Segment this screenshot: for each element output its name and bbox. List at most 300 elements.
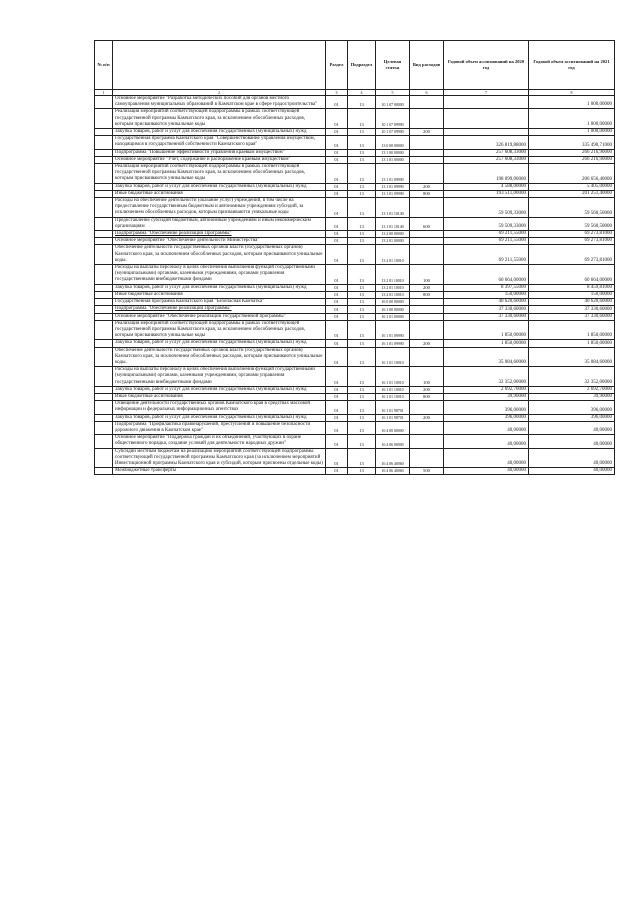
row-expense-type-cell: 200 xyxy=(410,414,444,421)
row-target-article-cell: 13 2 01 10010 xyxy=(376,284,410,291)
row-volume-2020-cell: 32 352,00000 xyxy=(444,367,529,387)
row-volume-2021-cell: 150,00000 xyxy=(529,291,615,298)
row-podrazdel-cell: 13 xyxy=(348,291,376,298)
row-target-article-cell: 13 1 01 10140 xyxy=(376,198,410,218)
row-target-article-cell: 16 4 06 40060 xyxy=(376,468,410,475)
row-expense-type-cell xyxy=(410,401,444,414)
table-row xyxy=(95,238,615,245)
row-podrazdel-cell: 13 xyxy=(348,367,376,387)
row-target-article-cell: 16 1 00 00000 xyxy=(376,306,410,313)
row-expense-type-cell xyxy=(410,313,444,320)
row-podrazdel-cell: 13 xyxy=(348,238,376,245)
budget-table xyxy=(94,40,615,475)
row-razdel-cell: 01 xyxy=(326,265,348,285)
row-expense-type-cell: 200 xyxy=(410,340,444,347)
row-volume-2021-cell: 335 490,71000 xyxy=(529,136,615,149)
row-name-cell: Закупка товаров, работ и услуг для обеспечения государственных (муниципальных) нужд xyxy=(113,284,326,291)
row-target-article-cell: 16 4 00 00000 xyxy=(376,421,410,434)
row-expense-type-cell: 600 xyxy=(410,217,444,230)
row-podrazdel-cell: 13 xyxy=(348,136,376,149)
row-name-cell: Иные бюджетные ассигнования xyxy=(113,393,326,400)
table-row xyxy=(95,190,615,197)
row-podrazdel-cell: 13 xyxy=(348,421,376,434)
row-name-cell: Межбюджетные трансферты xyxy=(113,468,326,475)
table-row xyxy=(95,164,615,184)
row-name-cell: Подпрограмма "Профилактика правонарушений, преступлений и повышение безопасности дорожного движения в Камчатском крае" xyxy=(113,421,326,434)
row-razdel-cell: 01 xyxy=(326,245,348,265)
row-podrazdel-cell: 13 xyxy=(348,198,376,218)
row-num-cell xyxy=(95,367,113,387)
row-num-cell xyxy=(95,435,113,448)
row-target-article-cell: 13 2 01 00000 xyxy=(376,238,410,245)
row-volume-2020-cell xyxy=(444,109,529,129)
row-volume-2020-cell: 326 819,88000 xyxy=(444,136,529,149)
header-volume-2020: Годовой объем ассигнований на 2020 год xyxy=(444,41,529,90)
row-podrazdel-cell: 13 xyxy=(348,299,376,306)
row-target-article-cell: 13 2 01 10010 xyxy=(376,245,410,265)
row-name-cell: Закупка товаров, работ и услуг для обеспечения государственных (муниципальных) нужд xyxy=(113,183,326,190)
row-volume-2020-cell: 8 397,55000 xyxy=(444,284,529,291)
row-expense-type-cell xyxy=(410,164,444,184)
row-name-cell: Основное мероприятие "Учет, содержание и распоряжение краевым имуществом" xyxy=(113,156,326,163)
row-volume-2020-cell: 257 608,33000 xyxy=(444,149,529,156)
row-name-cell: Основное мероприятие "Обеспечение реализации государственной программы" xyxy=(113,313,326,320)
row-expense-type-cell: 800 xyxy=(410,190,444,197)
row-num-cell xyxy=(95,164,113,184)
row-volume-2021-cell: 40,00000 xyxy=(529,435,615,448)
header-volume-2021: Годовой объем ассигнований на 2021 год xyxy=(529,41,615,90)
row-expense-type-cell: 200 xyxy=(410,284,444,291)
row-volume-2021-cell: 1 000,00000 xyxy=(529,109,615,129)
row-volume-2021-cell: 40,00000 xyxy=(529,468,615,475)
row-razdel-cell: 01 xyxy=(326,238,348,245)
row-volume-2020-cell: 40,00000 xyxy=(444,468,529,475)
column-number: 7 xyxy=(444,90,529,96)
row-expense-type-cell xyxy=(410,156,444,163)
column-number: 4 xyxy=(348,90,376,96)
table-row xyxy=(95,347,615,367)
row-expense-type-cell: 200 xyxy=(410,183,444,190)
table-row xyxy=(95,313,615,320)
row-name-cell: Реализация мероприятий соответствующей подпрограммы в рамках соответствующей государственной программы Камчатского края, за исключением обособленных расходов, которым присваиваются уникальные коды xyxy=(113,164,326,184)
row-expense-type-cell xyxy=(410,198,444,218)
table-row xyxy=(95,136,615,149)
row-volume-2021-cell: 59 560,50000 xyxy=(529,217,615,230)
row-expense-type-cell xyxy=(410,96,444,109)
header-podrazdel: Подраздел xyxy=(348,41,376,90)
row-volume-2021-cell: 5 405,00000 xyxy=(529,183,615,190)
row-podrazdel-cell: 13 xyxy=(348,414,376,421)
row-name-cell: Реализация мероприятий соответствующей подпрограммы в рамках соответствующей государственной программы Камчатского края, за исключением обособленных расходов, которым присваиваются уникальные коды xyxy=(113,109,326,129)
table-row xyxy=(95,231,615,238)
row-target-article-cell: 10 1 07 00000 xyxy=(376,96,410,109)
row-num-cell xyxy=(95,401,113,414)
row-target-article-cell: 13 1 01 10140 xyxy=(376,217,410,230)
row-expense-type-cell xyxy=(410,320,444,340)
header-name xyxy=(113,41,326,90)
column-number: 6 xyxy=(410,90,444,96)
row-razdel-cell: 01 xyxy=(326,386,348,393)
column-number: 1 xyxy=(95,90,113,96)
row-name-cell: Расходы на выплаты персоналу в целях обеспечения выполнения функций государственными (муниципальными) органами, казенными учреждениями, органами управления государственными внебюджетными фондами xyxy=(113,367,326,387)
row-expense-type-cell: 200 xyxy=(410,386,444,393)
row-num-cell xyxy=(95,291,113,298)
row-volume-2021-cell: 39,90000 xyxy=(529,393,615,400)
row-expense-type-cell xyxy=(410,421,444,434)
row-razdel-cell: 01 xyxy=(326,367,348,387)
row-expense-type-cell xyxy=(410,149,444,156)
row-num-cell xyxy=(95,156,113,163)
row-volume-2021-cell: 1 850,00000 xyxy=(529,320,615,340)
row-podrazdel-cell: 13 xyxy=(348,340,376,347)
row-num-cell xyxy=(95,136,113,149)
table-row xyxy=(95,109,615,129)
row-target-article-cell: 13 1 01 09990 xyxy=(376,183,410,190)
row-name-cell: Обеспечение деятельности государственных органов власти (государственных органов) Камчатского края, за исключением обособленных расходов, которым присваиваются уникальные коды. xyxy=(113,245,326,265)
row-volume-2021-cell: 206 656,40000 xyxy=(529,164,615,184)
column-number: 5 xyxy=(376,90,410,96)
row-expense-type-cell xyxy=(410,231,444,238)
row-target-article-cell: 16 1 01 10010 xyxy=(376,386,410,393)
row-volume-2021-cell: 1 000,00000 xyxy=(529,129,615,136)
table-row xyxy=(95,245,615,265)
row-expense-type-cell xyxy=(410,448,444,468)
row-volume-2020-cell: 37 330,60000 xyxy=(444,313,529,320)
row-expense-type-cell xyxy=(410,435,444,448)
row-volume-2020-cell: 1 850,00000 xyxy=(444,340,529,347)
row-target-article-cell: 16 1 01 09990 xyxy=(376,340,410,347)
row-volume-2021-cell: 40 620,60000 xyxy=(529,299,615,306)
row-volume-2020-cell: 198 099,00000 xyxy=(444,164,529,184)
row-razdel-cell: 01 xyxy=(326,299,348,306)
row-volume-2021-cell: 40,00000 xyxy=(529,448,615,468)
row-volume-2020-cell: 69 211,55000 xyxy=(444,238,529,245)
table-row xyxy=(95,265,615,285)
row-volume-2020-cell xyxy=(444,96,529,109)
row-volume-2021-cell: 266 216,90000 xyxy=(529,156,615,163)
row-razdel-cell: 01 xyxy=(326,414,348,421)
row-name-cell: Подпрограмма "Обеспечение реализации Программы" xyxy=(113,231,326,238)
row-volume-2021-cell: 1 850,00000 xyxy=(529,340,615,347)
table-row xyxy=(95,291,615,298)
row-podrazdel-cell: 13 xyxy=(348,164,376,184)
row-target-article-cell: 16 1 01 98701 xyxy=(376,414,410,421)
row-razdel-cell: 01 xyxy=(326,347,348,367)
row-volume-2021-cell: 60 664,00000 xyxy=(529,265,615,285)
table-row xyxy=(95,393,615,400)
row-volume-2021-cell: 1 000,00000 xyxy=(529,96,615,109)
row-volume-2020-cell: 35 084,60000 xyxy=(444,347,529,367)
row-podrazdel-cell: 13 xyxy=(348,448,376,468)
table-row xyxy=(95,96,615,109)
row-name-cell: Реализация мероприятий соответствующей подпрограммы в рамках соответствующей государственной программы Камчатского края, за исключением обособленных расходов, которым присваиваются уникальные коды xyxy=(113,320,326,340)
row-razdel-cell: 01 xyxy=(326,393,348,400)
row-razdel-cell: 01 xyxy=(326,421,348,434)
row-num-cell xyxy=(95,299,113,306)
row-razdel-cell: 01 xyxy=(326,183,348,190)
row-num-cell xyxy=(95,183,113,190)
row-target-article-cell: 16 1 01 10010 xyxy=(376,393,410,400)
table-row xyxy=(95,284,615,291)
row-razdel-cell: 01 xyxy=(326,340,348,347)
row-volume-2021-cell: 201 251,40000 xyxy=(529,190,615,197)
row-target-article-cell: 16 4 06 00000 xyxy=(376,435,410,448)
row-target-article-cell: 13 1 01 09990 xyxy=(376,190,410,197)
row-razdel-cell: 01 xyxy=(326,231,348,238)
table-row xyxy=(95,421,615,434)
row-podrazdel-cell: 13 xyxy=(348,393,376,400)
table-row xyxy=(95,217,615,230)
row-podrazdel-cell: 13 xyxy=(348,96,376,109)
row-num-cell xyxy=(95,238,113,245)
row-podrazdel-cell: 13 xyxy=(348,386,376,393)
row-name-cell: Закупка товаров, работ и услуг для обеспечения государственных (муниципальных) нужд xyxy=(113,414,326,421)
row-target-article-cell: 10 1 07 09990 xyxy=(376,129,410,136)
table-row xyxy=(95,149,615,156)
row-name-cell: Государственная программа Камчатского края "Безопасная Камчатка" xyxy=(113,299,326,306)
row-volume-2021-cell: 35 084,60000 xyxy=(529,347,615,367)
row-podrazdel-cell: 13 xyxy=(348,313,376,320)
row-podrazdel-cell: 13 xyxy=(348,129,376,136)
row-razdel-cell: 01 xyxy=(326,313,348,320)
row-volume-2020-cell: 150,00000 xyxy=(444,291,529,298)
row-razdel-cell: 01 xyxy=(326,109,348,129)
header-target-article: Целевая статья xyxy=(376,41,410,90)
header-expense-type: Вид расходов xyxy=(410,41,444,90)
row-num-cell xyxy=(95,421,113,434)
row-name-cell: Иные бюджетные ассигнования xyxy=(113,291,326,298)
row-num-cell xyxy=(95,340,113,347)
row-num-cell xyxy=(95,190,113,197)
row-name-cell: Основное мероприятие "Поддержка граждан и их объединений, участвующих в охране общественного порядка, создание условий для деятельности народных дружин" xyxy=(113,435,326,448)
row-podrazdel-cell: 13 xyxy=(348,183,376,190)
row-volume-2020-cell: 69 211,55000 xyxy=(444,231,529,238)
row-target-article-cell: 16 1 01 98701 xyxy=(376,401,410,414)
row-volume-2021-cell: 266 216,90000 xyxy=(529,149,615,156)
row-expense-type-cell xyxy=(410,299,444,306)
row-podrazdel-cell: 13 xyxy=(348,245,376,265)
row-volume-2020-cell: 40 620,60000 xyxy=(444,299,529,306)
row-target-article-cell: 16 1 01 00000 xyxy=(376,313,410,320)
row-razdel-cell: 01 xyxy=(326,96,348,109)
row-name-cell: Субсидии местным бюджетам на реализацию мероприятий соответствующей подпрограммы соответствующей государственной программы Камчатского края (за исключением мероприятий Инвестиционной программы Камчатского края и субсидий, которым присвоены отдельные коды) xyxy=(113,448,326,468)
row-volume-2020-cell: 193 511,00000 xyxy=(444,190,529,197)
row-expense-type-cell xyxy=(410,245,444,265)
row-razdel-cell: 01 xyxy=(326,320,348,340)
row-num-cell xyxy=(95,386,113,393)
row-volume-2020-cell: 37 330,60000 xyxy=(444,306,529,313)
table-row xyxy=(95,129,615,136)
table-row xyxy=(95,468,615,475)
table-row xyxy=(95,448,615,468)
row-podrazdel-cell: 13 xyxy=(348,217,376,230)
row-num-cell xyxy=(95,265,113,285)
header-razdel: Раздел xyxy=(326,41,348,90)
row-expense-type-cell: 500 xyxy=(410,468,444,475)
row-expense-type-cell xyxy=(410,109,444,129)
row-volume-2021-cell: 59 560,50000 xyxy=(529,198,615,218)
row-num-cell xyxy=(95,149,113,156)
column-number: 3 xyxy=(326,90,348,96)
row-razdel-cell: 01 xyxy=(326,468,348,475)
row-volume-2020-cell: 1 850,00000 xyxy=(444,320,529,340)
row-name-cell: Закупка товаров, работ и услуг для обеспечения государственных (муниципальных) нужд xyxy=(113,340,326,347)
row-name-cell: Закупка товаров, работ и услуг для обеспечения государственных (муниципальных) нужд xyxy=(113,386,326,393)
row-podrazdel-cell: 13 xyxy=(348,190,376,197)
row-num-cell xyxy=(95,347,113,367)
row-volume-2020-cell: 257 608,33000 xyxy=(444,156,529,163)
table-row xyxy=(95,435,615,448)
row-num-cell xyxy=(95,414,113,421)
row-volume-2020-cell: 59 509,33000 xyxy=(444,217,529,230)
row-name-cell: Подпрограмма "Обеспечение реализации Программы" xyxy=(113,306,326,313)
row-razdel-cell: 01 xyxy=(326,217,348,230)
row-razdel-cell: 01 xyxy=(326,284,348,291)
row-target-article-cell: 13 2 01 10010 xyxy=(376,265,410,285)
row-target-article-cell: 10 1 07 09990 xyxy=(376,109,410,129)
row-num-cell xyxy=(95,284,113,291)
row-num-cell xyxy=(95,217,113,230)
row-volume-2020-cell: 2 692,70000 xyxy=(444,386,529,393)
row-razdel-cell: 01 xyxy=(326,190,348,197)
row-num-cell xyxy=(95,320,113,340)
row-volume-2021-cell: 40,00000 xyxy=(529,421,615,434)
row-podrazdel-cell: 13 xyxy=(348,306,376,313)
row-target-article-cell: 16 1 01 10010 xyxy=(376,347,410,367)
row-expense-type-cell xyxy=(410,347,444,367)
row-podrazdel-cell: 13 xyxy=(348,347,376,367)
row-num-cell xyxy=(95,245,113,265)
table-header-row xyxy=(95,41,615,90)
column-number: 2 xyxy=(113,90,326,96)
row-expense-type-cell: 800 xyxy=(410,291,444,298)
row-volume-2020-cell: 396,00000 xyxy=(444,414,529,421)
row-target-article-cell: 16 1 01 10010 xyxy=(376,367,410,387)
table-row xyxy=(95,183,615,190)
row-target-article-cell: 13 1 01 09990 xyxy=(376,164,410,184)
row-target-article-cell: 13 1 00 00000 xyxy=(376,149,410,156)
row-expense-type-cell xyxy=(410,136,444,149)
row-razdel-cell: 01 xyxy=(326,306,348,313)
row-volume-2020-cell: 40,00000 xyxy=(444,421,529,434)
row-podrazdel-cell: 13 xyxy=(348,109,376,129)
row-podrazdel-cell: 13 xyxy=(348,435,376,448)
row-volume-2021-cell: 32 352,00000 xyxy=(529,367,615,387)
row-target-article-cell: 16 4 06 40060 xyxy=(376,448,410,468)
row-razdel-cell: 01 xyxy=(326,149,348,156)
row-podrazdel-cell: 13 xyxy=(348,265,376,285)
row-volume-2020-cell: 396,00000 xyxy=(444,401,529,414)
row-expense-type-cell: 800 xyxy=(410,393,444,400)
row-volume-2021-cell: 69 273,81000 xyxy=(529,231,615,238)
row-volume-2021-cell: 2 692,70000 xyxy=(529,386,615,393)
row-volume-2020-cell: 39,90000 xyxy=(444,393,529,400)
row-podrazdel-cell: 13 xyxy=(348,149,376,156)
row-podrazdel-cell: 13 xyxy=(348,156,376,163)
row-name-cell: Обеспечение деятельности государственных органов власти (государственных органов) Камчатского края, за исключением обособленных расходов, которым присваиваются уникальные коды. xyxy=(113,347,326,367)
row-name-cell: Расходы на обеспечение деятельности (оказание услуг) учреждений, в том числе на предоставление государственным бюджетным и автономным учреждениям субсидий, за исключением обособленных расходов, которым присваиваются уникальные коды xyxy=(113,198,326,218)
row-name-cell: Государственная программа Камчатского края "Совершенствование управления имуществом, находящимся в государственной собственности Камчатского края" xyxy=(113,136,326,149)
row-target-article-cell: 16 1 01 09990 xyxy=(376,320,410,340)
row-expense-type-cell xyxy=(410,306,444,313)
table-row xyxy=(95,306,615,313)
row-expense-type-cell xyxy=(410,238,444,245)
row-podrazdel-cell: 13 xyxy=(348,284,376,291)
row-expense-type-cell: 100 xyxy=(410,367,444,387)
row-razdel-cell: 01 xyxy=(326,129,348,136)
row-volume-2020-cell: 69 211,55000 xyxy=(444,245,529,265)
row-name-cell: Предоставление субсидий бюджетным, автономным учреждениям и иным некоммерческим организациям xyxy=(113,217,326,230)
row-num-cell xyxy=(95,313,113,320)
row-target-article-cell: 13 1 01 00000 xyxy=(376,156,410,163)
row-num-cell xyxy=(95,96,113,109)
row-razdel-cell: 01 xyxy=(326,156,348,163)
row-name-cell: Освещение деятельности государственных органов Камчатского края в средствах массовой информации и федеральных информационных агентствах xyxy=(113,401,326,414)
row-name-cell: Основное мероприятие "Обеспечение деятельности Министерства" xyxy=(113,238,326,245)
row-num-cell xyxy=(95,198,113,218)
row-num-cell xyxy=(95,109,113,129)
row-razdel-cell: 01 xyxy=(326,164,348,184)
row-volume-2021-cell: 37 330,60000 xyxy=(529,306,615,313)
row-target-article-cell: 13 2 01 10010 xyxy=(376,291,410,298)
row-podrazdel-cell: 13 xyxy=(348,320,376,340)
table-row xyxy=(95,340,615,347)
row-name-cell: Основное мероприятие "Разработка методических пособий для органов местного самоуправления муниципальных образований в Камчатском крае в сфере градостроительства" xyxy=(113,96,326,109)
row-podrazdel-cell: 13 xyxy=(348,401,376,414)
budget-sheet xyxy=(94,40,614,475)
row-razdel-cell: 01 xyxy=(326,401,348,414)
row-expense-type-cell: 100 xyxy=(410,265,444,285)
table-row xyxy=(95,386,615,393)
row-volume-2021-cell: 69 273,81000 xyxy=(529,245,615,265)
table-row xyxy=(95,401,615,414)
row-volume-2021-cell: 37 330,60000 xyxy=(529,313,615,320)
row-num-cell xyxy=(95,129,113,136)
row-target-article-cell: 13 0 00 00000 xyxy=(376,136,410,149)
row-volume-2020-cell: 59 509,33000 xyxy=(444,198,529,218)
row-volume-2021-cell: 396,00000 xyxy=(529,414,615,421)
row-volume-2021-cell: 8 459,81000 xyxy=(529,284,615,291)
column-number: 8 xyxy=(529,90,615,96)
table-row xyxy=(95,198,615,218)
row-name-cell: Подпрограмма "Повышение эффективности управления краевым имуществом" xyxy=(113,149,326,156)
table-row xyxy=(95,156,615,163)
row-podrazdel-cell: 13 xyxy=(348,468,376,475)
row-razdel-cell: 01 xyxy=(326,448,348,468)
row-razdel-cell: 01 xyxy=(326,198,348,218)
row-name-cell: Закупка товаров, работ и услуг для обеспечения государственных (муниципальных) нужд xyxy=(113,129,326,136)
row-num-cell xyxy=(95,231,113,238)
row-podrazdel-cell: 13 xyxy=(348,231,376,238)
row-num-cell xyxy=(95,468,113,475)
row-razdel-cell: 01 xyxy=(326,435,348,448)
header-num: № п/п xyxy=(95,41,113,90)
row-razdel-cell: 01 xyxy=(326,136,348,149)
row-target-article-cell: 16 0 00 00000 xyxy=(376,299,410,306)
table-row xyxy=(95,299,615,306)
row-razdel-cell: 01 xyxy=(326,291,348,298)
row-num-cell xyxy=(95,306,113,313)
row-volume-2020-cell: 40,00000 xyxy=(444,435,529,448)
table-row xyxy=(95,367,615,387)
row-volume-2020-cell: 60 664,00000 xyxy=(444,265,529,285)
row-volume-2020-cell: 4 588,00000 xyxy=(444,183,529,190)
row-target-article-cell: 13 2 00 00000 xyxy=(376,231,410,238)
row-volume-2020-cell xyxy=(444,129,529,136)
row-name-cell: Иные бюджетные ассигнования xyxy=(113,190,326,197)
row-volume-2021-cell: 396,00000 xyxy=(529,401,615,414)
row-name-cell: Расходы на выплаты персоналу в целях обеспечения выполнения функций государственными (муниципальными) органами, казенными учреждениями, органами управления государственными внебюджетными фондами xyxy=(113,265,326,285)
